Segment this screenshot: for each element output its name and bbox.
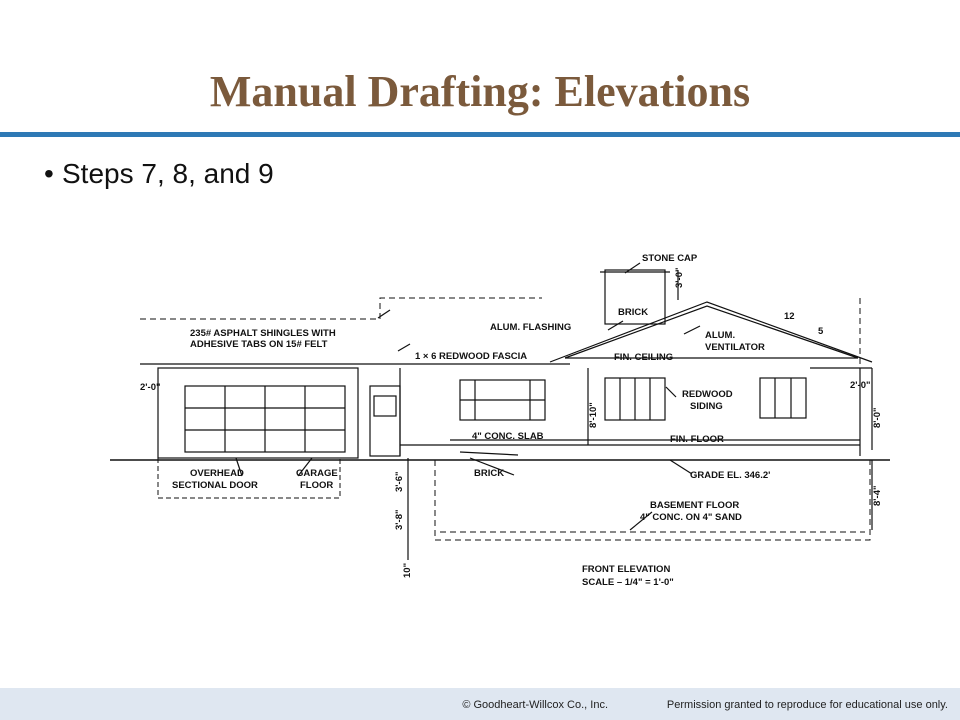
label-brick-top: BRICK — [618, 307, 649, 318]
label-shingles-1: 235# ASPHALT SHINGLES WITH — [190, 328, 336, 339]
footer-copyright: © Goodheart-Willcox Co., Inc. — [462, 699, 608, 711]
label-garage-2: FLOOR — [300, 480, 334, 491]
label-shingles-2: ADHESIVE TABS ON 15# FELT — [190, 339, 328, 350]
footer-permission: Permission granted to reproduce for educational use only. — [666, 699, 948, 711]
label-right-wall: 8'-0" — [872, 407, 883, 428]
label-fin-ceiling: FIN. CEILING — [614, 352, 674, 363]
front-elevation-drawing — [110, 240, 890, 590]
footer-bar — [0, 688, 960, 720]
label-alum-vent-2: VENTILATOR — [705, 342, 765, 353]
label-wall-height: 8'-10" — [588, 402, 599, 428]
label-dim-10: 10" — [402, 562, 413, 578]
label-pitch-rise: 5 — [818, 326, 824, 337]
roof-dashed-outline — [140, 298, 542, 319]
label-redwood-1: REDWOOD — [682, 389, 733, 400]
label-basement-2: 4" CONC. ON 4" SAND — [640, 512, 742, 523]
label-stone-cap: STONE CAP — [642, 253, 698, 264]
label-fascia: 1 × 6 REDWOOD FASCIA — [415, 351, 528, 362]
label-grade: GRADE EL. 346.2' — [690, 470, 771, 481]
label-dim-left-eave: 2'-0" — [140, 382, 161, 393]
label-alum-vent-1: ALUM. — [705, 330, 736, 341]
label-overhead-1: OVERHEAD — [190, 468, 244, 479]
label-conc-slab: 4" CONC. SLAB — [472, 431, 544, 442]
label-front-elevation: FRONT ELEVATION — [582, 564, 671, 575]
label-brick-bottom: BRICK — [474, 468, 505, 479]
bullet-item — [44, 158, 274, 190]
label-redwood-2: SIDING — [690, 401, 723, 412]
garage-wall — [158, 368, 358, 458]
slide-title: Manual Drafting: Elevations — [209, 67, 751, 116]
label-dim-8-4: 8'-4" — [872, 485, 883, 506]
label-alum-flashing: ALUM. FLASHING — [490, 322, 572, 333]
label-pitch-run: 12 — [784, 311, 795, 322]
label-dim-right-eave: 2'-0" — [850, 380, 871, 391]
title-divider — [0, 132, 960, 137]
entry-step — [374, 396, 396, 416]
bullet-dot: • — [44, 158, 54, 189]
label-basement-1: BASEMENT FLOOR — [650, 500, 740, 511]
label-dim-3-8: 3'-8" — [394, 509, 405, 530]
label-fin-floor: FIN. FLOOR — [670, 434, 724, 445]
label-dim-3-6: 3'-6" — [394, 471, 405, 492]
label-scale: SCALE – 1/4" = 1'-0" — [582, 577, 674, 588]
bullet-text: Steps 7, 8, and 9 — [62, 158, 274, 189]
label-garage-1: GARAGE — [296, 468, 338, 479]
label-chimney-dim: 3'-0" — [674, 267, 685, 288]
window-right — [760, 378, 806, 418]
label-overhead-2: SECTIONAL DOOR — [172, 480, 258, 491]
